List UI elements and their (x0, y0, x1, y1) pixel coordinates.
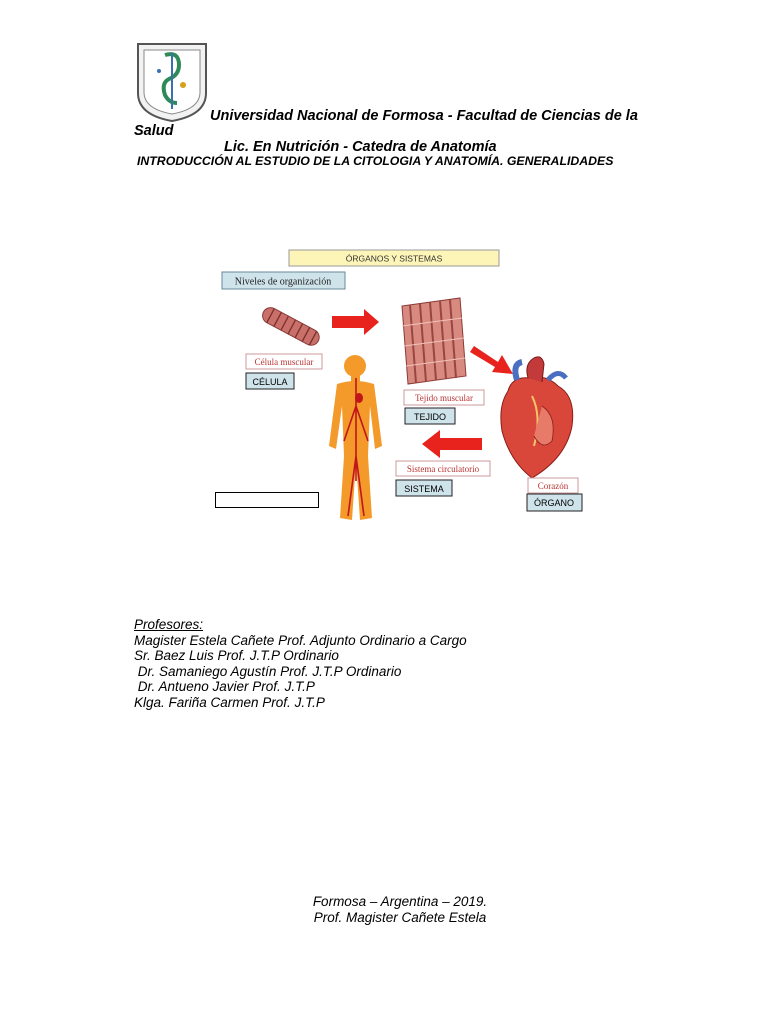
muscle-tissue-icon (402, 298, 466, 384)
footer-author: Prof. Magister Cañete Estela (313, 910, 487, 925)
professor-item: Magister Estela Cañete Prof. Adjunto Ordinario a Cargo (134, 632, 467, 648)
system-caption: Sistema circulatorio (406, 464, 480, 474)
arrow-down-right-icon (470, 346, 513, 374)
professor-item: Sr. Baez Luis Prof. J.T.P Ordinario (134, 648, 339, 664)
document-heading: INTRODUCCIÓN AL ESTUDIO DE LA CITOLOGIA Y ANATOMÍA. GENERALIDADES (137, 154, 614, 168)
muscle-cell-icon (260, 305, 322, 348)
figure-title: ÓRGANOS Y SISTEMAS (345, 253, 443, 264)
course-subtitle: Lic. En Nutrición - Catedra de Anatomía (224, 139, 497, 155)
empty-text-box (215, 492, 319, 508)
professors-title: Profesores: (134, 617, 204, 632)
university-title-line1: Universidad Nacional de Formosa - Facultad de Ciencias de la (210, 108, 638, 124)
organ-level: ÓRGANO (533, 498, 575, 508)
tissue-level: TEJIDO (413, 412, 447, 422)
organ-caption: Corazón (537, 481, 569, 491)
professors-section (134, 617, 467, 711)
footer (0, 894, 768, 926)
arrow-right-icon (332, 309, 379, 335)
tissue-caption: Tejido muscular (414, 393, 474, 403)
cell-level: CÉLULA (252, 377, 288, 387)
university-title-line2: Salud (134, 123, 174, 139)
professor-item: Klga. Fariña Carmen Prof. J.T.P (134, 694, 325, 710)
university-seal-icon (135, 41, 209, 123)
human-body-icon (329, 355, 382, 520)
professor-item: Dr. Antueno Javier Prof. J.T.P (134, 679, 315, 695)
professor-item: Dr. Samaniego Agustín Prof. J.T.P Ordinario (134, 663, 402, 679)
organization-levels-figure (212, 246, 592, 526)
heart-icon (501, 357, 573, 478)
arrow-left-icon (422, 430, 482, 458)
footer-place-year: Formosa – Argentina – 2019. (312, 894, 488, 909)
system-level: SISTEMA (404, 484, 444, 494)
cell-caption: Célula muscular (254, 357, 314, 367)
levels-label: Niveles de organización (234, 276, 332, 288)
